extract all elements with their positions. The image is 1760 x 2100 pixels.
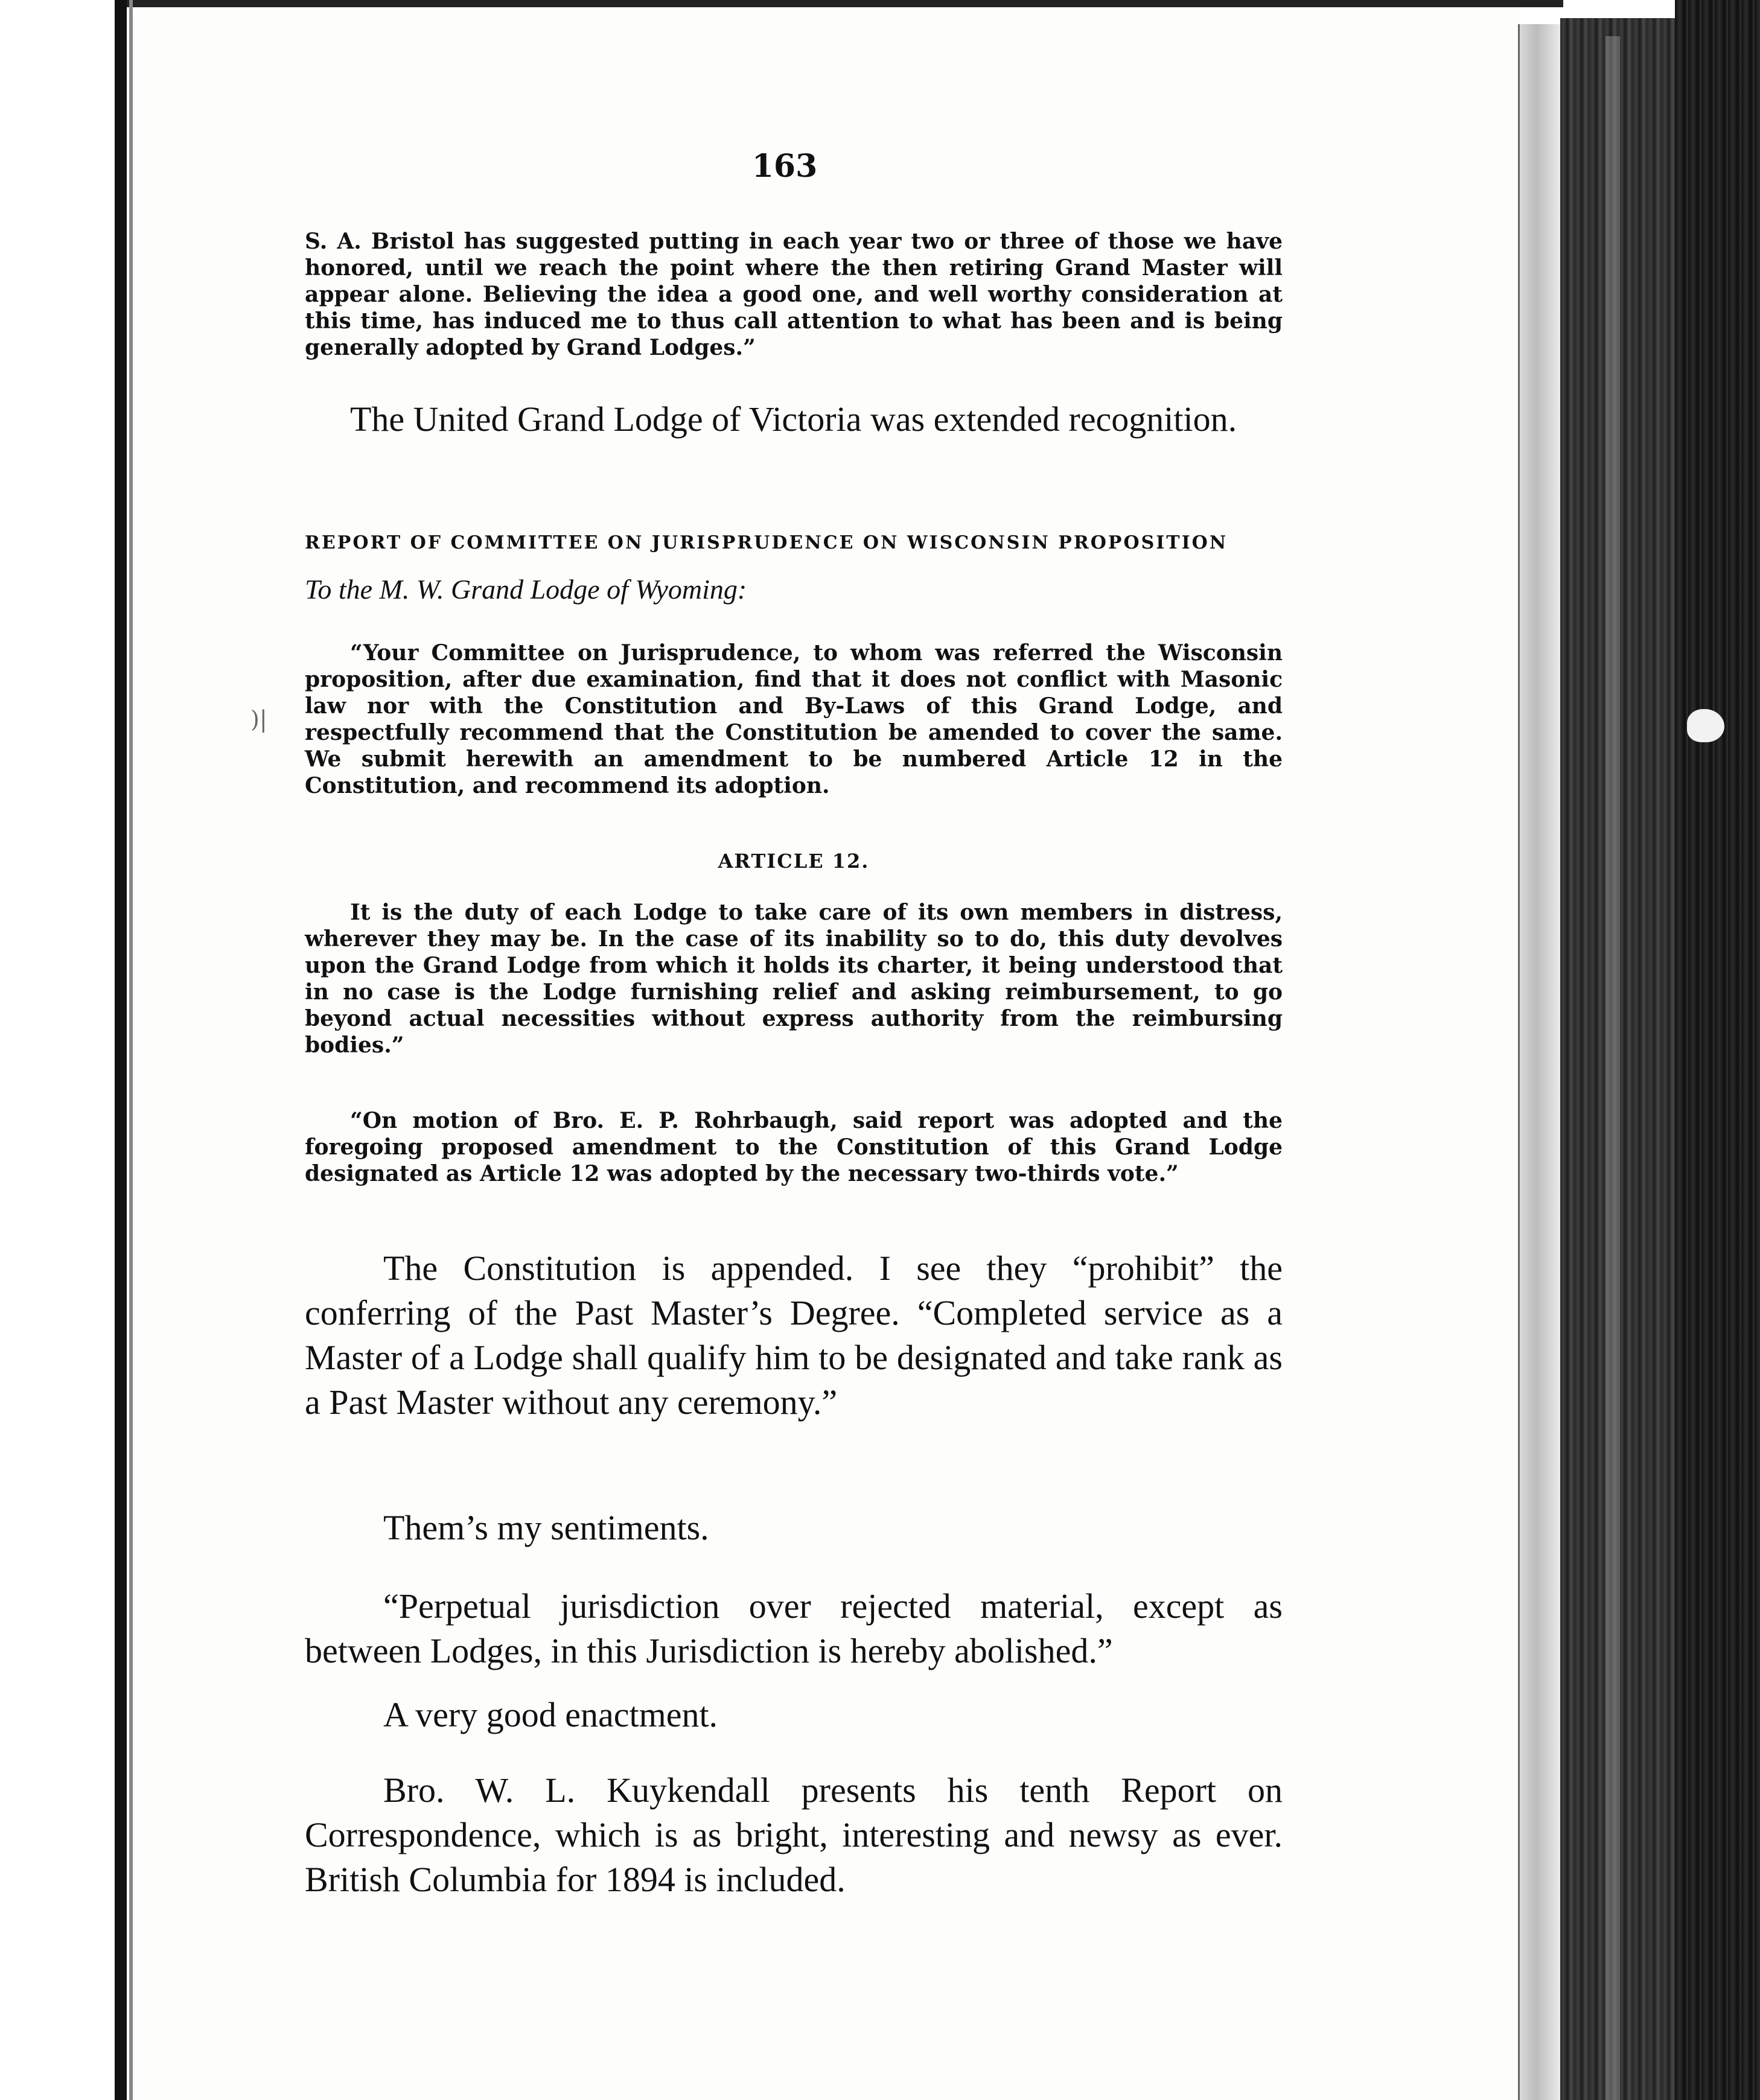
margin-mark: )| <box>250 706 267 733</box>
enactment-paragraph: A very good enactment. <box>383 1695 718 1734</box>
sentiments-paragraph: Them’s my sentiments. <box>383 1508 709 1547</box>
constitution-paragraph: The Constitution is appended. I see they “prohibit” the conferring of the Past Master’s Degree. “Completed service as a Master of a Lodge shall qualify him to be designated and take rank as a Past Master without any ceremony.” <box>305 1249 1283 1422</box>
report-salutation: To the M. W. Grand Lodge of Wyoming: <box>305 574 747 605</box>
article-text-paragraph: It is the duty of each Lodge to take care of its own members in distress, wherever they may be. In the case of its inability so to do, this duty devolves upon the Grand Lodge from which it holds its charter, it being understood that in no case is the Lodge furnishing relief and asking reimbursement, to go beyond actual necessities without express authority from the reimbursing bodies.” <box>305 900 1283 1058</box>
victoria-recognition-paragraph: The United Grand Lodge of Victoria was extended recognition. <box>350 399 1237 439</box>
paper-tear-mark <box>1687 709 1724 742</box>
page-number: 163 <box>751 148 818 185</box>
jurisdiction-paragraph: “Perpetual jurisdiction over rejected material, except as between Lodges, in this Jurisdiction is hereby abolished.” <box>305 1586 1283 1670</box>
right-page-edge <box>1518 24 1562 2100</box>
committee-report-paragraph: “Your Committee on Jurisprudence, to whom was referred the Wisconsin proposition, after due examination, find that it does not conflict with Masonic law nor with the Constitution and By-Laws of this Grand Lodge, and respectfully recommend that the Constitution be amended to cover the same. We submit herewith an amendment to be numbered Article 12 in the Constitution, and recommend its adoption. <box>305 640 1283 798</box>
bristol-quote-paragraph: S. A. Bristol has suggested putting in each year two or three of those we have honored, until we reach the point where the then retiring Grand Master will appear alone. Believing the idea a good one, and well worthy consideration at this time, has induced me to thus call attention to what has been and is being generally adopted by Grand Lodges.” <box>305 229 1283 360</box>
report-heading: REPORT OF COMMITTEE ON JURISPRUDENCE ON WISCONSIN PROPOSITION <box>305 532 1228 553</box>
motion-paragraph: “On motion of Bro. E. P. Rohrbaugh, said report was adopted and the foregoing proposed amendment to the Constitution of this Grand Lodge designated as Article 12 was adopted by the necessary two-thirds vote.” <box>305 1108 1283 1186</box>
book-spine-highlight <box>1605 36 1620 2100</box>
kuykendall-paragraph: Bro. W. L. Kuykendall presents his tenth Report on Correspondence, which is as bright, interesting and newsy as ever. British Columbia for 1894 is included. <box>305 1771 1283 1899</box>
article-heading: ARTICLE 12. <box>718 850 870 873</box>
book-cover-edge <box>1675 0 1760 2100</box>
left-binding-edge <box>115 0 127 2100</box>
top-page-edge <box>127 0 1563 7</box>
